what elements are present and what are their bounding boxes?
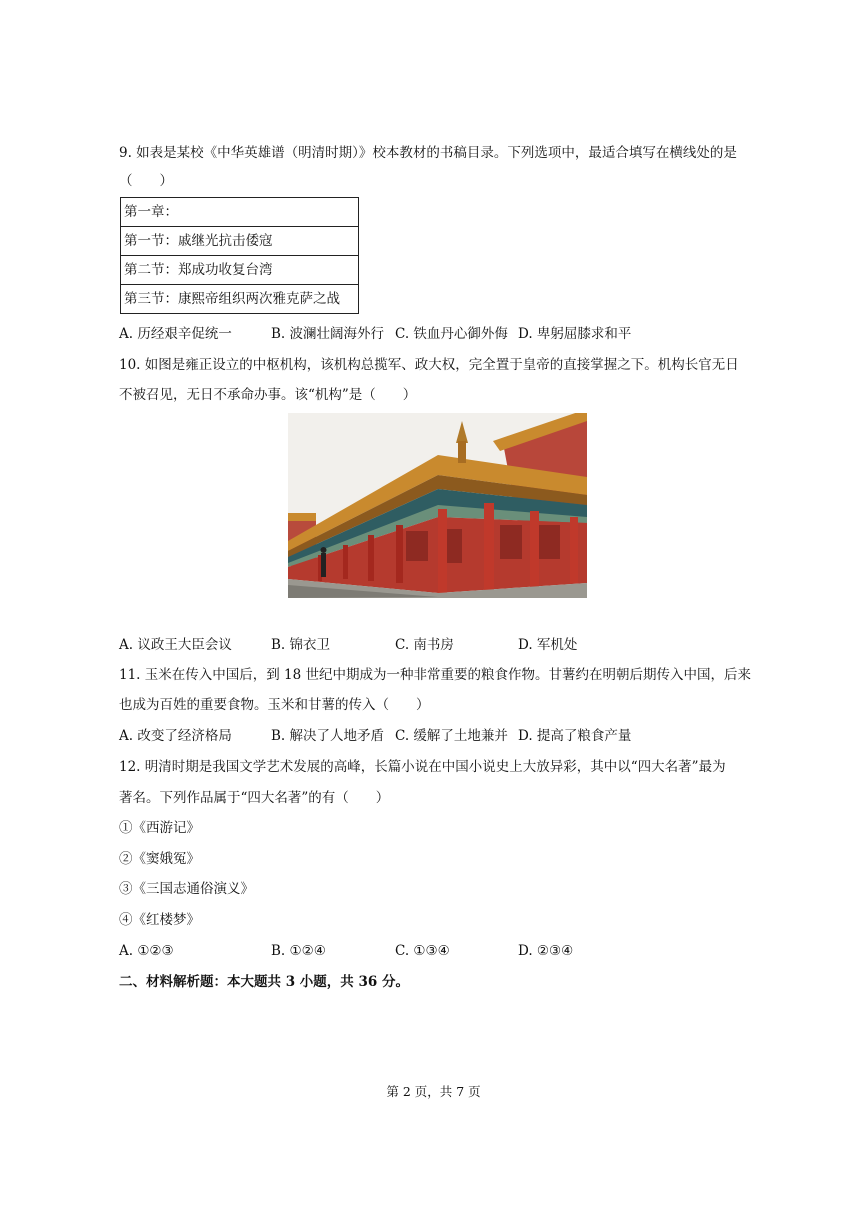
table-row xyxy=(121,285,359,314)
q11-option-d: D. 提高了粮食产量 xyxy=(518,728,632,744)
page-footer: 第 2 页，共 7 页 xyxy=(386,1084,481,1099)
table-row xyxy=(121,227,359,256)
toc-cell: 第一章： xyxy=(121,198,359,227)
q12-option-d: D. ②③④ xyxy=(518,943,574,959)
q11-options xyxy=(119,727,759,745)
q10-option-c: C. 南书房 xyxy=(395,637,454,653)
q11-stem-line2: 也成为百姓的重要食物。玉米和甘薯的传入（ ） xyxy=(119,697,430,713)
q12-option-b: B. ①②④ xyxy=(271,943,326,959)
q9-option-c: C. 铁血丹心御外侮 xyxy=(395,326,508,342)
q11-option-a: A. 改变了经济格局 xyxy=(119,728,232,744)
toc-cell: 第三节：康熙帝组织两次雅克萨之战 xyxy=(121,285,359,314)
toc-cell: 第一节：戚继光抗击倭寇 xyxy=(121,227,359,256)
q12-stem-line1: 12. 明清时期是我国文学艺术发展的高峰，长篇小说在中国小说史上大放异彩，其中以“四大名著”最为 xyxy=(119,759,726,775)
q9-stem-line1: 9. 如表是某校《中华英雄谱（明清时期）》校本教材的书稿目录。下列选项中，最适合填写在横线处的是 xyxy=(119,145,737,161)
section-2-heading: 二、材料解析题：本大题共 3 小题，共 36 分。 xyxy=(119,974,409,990)
toc-cell: 第二节：郑成功收复台湾 xyxy=(121,256,359,285)
q10-option-d: D. 军机处 xyxy=(518,637,578,653)
q11-option-b: B. 解决了人地矛盾 xyxy=(271,728,385,744)
q9-option-a: A. 历经艰辛促统一 xyxy=(119,326,232,342)
table-row xyxy=(121,198,359,227)
q12-item-2: ②《窦娥冤》 xyxy=(119,851,200,867)
grand-council-building-photo xyxy=(288,413,587,598)
table-row xyxy=(121,256,359,285)
q10-stem-line1: 10. 如图是雍正设立的中枢机构，该机构总揽军、政大权，完全置于皇帝的直接掌握之下。机构长官无日 xyxy=(119,357,739,373)
q9-option-b: B. 波澜壮阔海外行 xyxy=(271,326,385,342)
q9-stem-line2: （ ） xyxy=(119,173,173,189)
q12-item-1: ①《西游记》 xyxy=(119,820,200,836)
q12-item-4: ④《红楼梦》 xyxy=(119,912,200,928)
q9-toc-table xyxy=(120,197,359,314)
q9-option-d: D. 卑躬屈膝求和平 xyxy=(518,326,632,342)
q10-option-a: A. 议政王大臣会议 xyxy=(119,637,232,653)
q10-stem-line2: 不被召见，无日不承命办事。该“机构”是（ ） xyxy=(119,387,417,403)
q10-option-b: B. 锦衣卫 xyxy=(271,637,331,653)
q12-option-c: C. ①③④ xyxy=(395,943,450,959)
q12-stem-line2: 著名。下列作品属于“四大名著”的有（ ） xyxy=(119,790,390,806)
q12-item-3: ③《三国志通俗演义》 xyxy=(119,881,254,897)
q12-option-a: A. ①②③ xyxy=(119,943,174,959)
q9-options xyxy=(119,325,759,343)
q11-stem-line1: 11. 玉米在传入中国后，到 18 世纪中期成为一种非常重要的粮食作物。甘薯约在明朝后期传入中国，后来 xyxy=(119,667,752,683)
q10-options xyxy=(119,636,759,654)
q11-option-c: C. 缓解了土地兼并 xyxy=(395,728,508,744)
q12-options xyxy=(119,942,759,960)
